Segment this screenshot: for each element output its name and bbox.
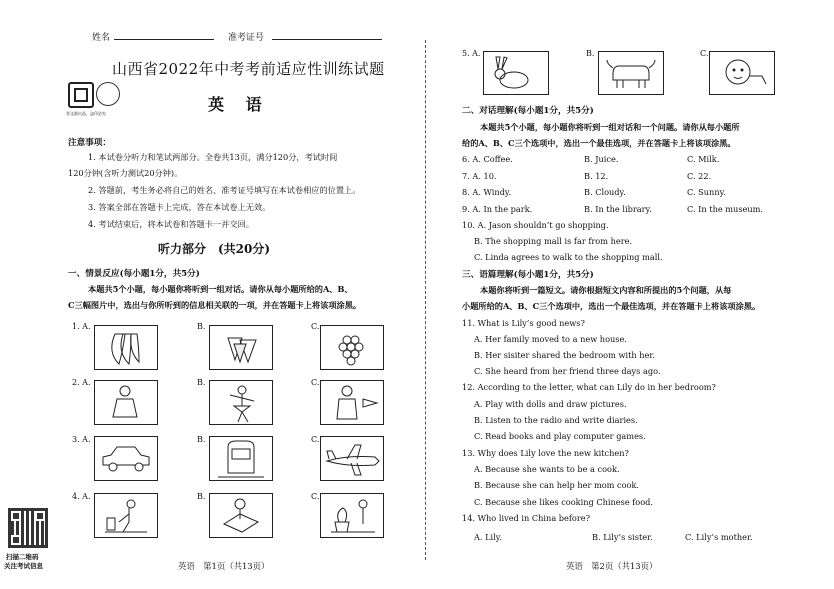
section3-intro: 本题你将听到一篇短文。请你根据短文内容和所提出的5个问题，从每 — [480, 285, 732, 295]
q1-label: 1. A. — [72, 322, 91, 331]
airplane-picture — [320, 436, 384, 481]
option-b-label: B. — [197, 378, 206, 387]
qr-caption: 扫描二维码 — [6, 553, 39, 561]
option-c-label: C. — [311, 492, 320, 501]
section2-intro: 本题共5个小题，每小题你将听到一组对话和一个问题。请你从每小题所 — [480, 122, 740, 132]
option-b-label: B. — [197, 322, 206, 331]
logo-caption: 晋文源出品，盗印必究 — [66, 111, 106, 116]
rabbit-picture — [483, 51, 549, 95]
qr-caption: 关注考试信息 — [4, 562, 43, 570]
q10-option-b: B. The shopping mall is far from here. — [474, 236, 633, 246]
car-picture — [94, 436, 158, 481]
q14-option-a: A. Lily. — [474, 532, 502, 542]
cow-picture — [598, 51, 664, 95]
grapes-picture — [320, 325, 384, 370]
q10-option-a: 10. A. Jason shouldn’t go shopping. — [462, 220, 609, 230]
seal-icon — [96, 82, 120, 106]
notes-title: 注意事项： — [68, 138, 111, 148]
q10-option-c: C. Linda agrees to walk to the shopping mall. — [474, 252, 663, 262]
section3-intro: 小题所给的A、B、C三个选项中，选出一个最佳选项，并在答题卡上将该项涂黑。 — [462, 301, 761, 311]
dancer-picture — [209, 380, 273, 425]
q6-option-b: B. Juice. — [584, 154, 619, 164]
note-item: 3. 答案全部在答题卡上完成，答在本试卷上无效。 — [88, 202, 271, 212]
name-label: 姓名 — [92, 33, 111, 43]
nurse-picture — [94, 380, 158, 425]
note-item: 4. 考试结束后，将本试卷和答题卡一并交回。 — [88, 219, 254, 229]
q14-option-b: B. Lily’s sister. — [592, 532, 653, 542]
q14-option-c: C. Lily’s mother. — [685, 532, 753, 542]
option-c-label: C. — [311, 435, 320, 444]
note-item: 1. 本试卷分听力和笔试两部分。全卷共13页，满分120分，考试时间 — [88, 152, 338, 162]
q6-option-a: 6. A. Coffee. — [462, 154, 513, 164]
qr-code-icon — [8, 508, 48, 548]
section1-title: 一、情景反应(每小题1分，共5分) — [68, 269, 200, 279]
publisher-logo-icon — [68, 82, 94, 108]
q13-question: 13. Why does Lily love the new kitchen? — [462, 448, 629, 458]
q8-option-b: B. Cloudy. — [584, 187, 626, 197]
exam-no-label: 准考证号 — [228, 33, 265, 43]
q8-option-c: C. Sunny. — [687, 187, 726, 197]
pilot-picture — [320, 380, 384, 425]
q12-option-b: B. Listen to the radio and write diaries. — [474, 415, 638, 425]
exam-no-line — [272, 30, 382, 40]
listening-title: 听力部分 (共20分) — [158, 242, 271, 256]
subject-title: 英 语 — [208, 95, 270, 114]
q4-label: 4. A. — [72, 492, 91, 501]
cleaning-picture — [94, 493, 158, 538]
note-item: 120分钟(含听力测试20分钟)。 — [68, 168, 183, 178]
option-c-label: C. — [311, 378, 320, 387]
right-page — [430, 0, 834, 589]
section2-title: 二、对话理解(每小题1分，共5分) — [462, 106, 594, 116]
q12-option-a: A. Play with dolls and draw pictures. — [474, 399, 627, 409]
q13-option-c: C. Because she likes cooking Chinese food. — [474, 497, 653, 507]
q9-option-a: 9. A. In the park. — [462, 204, 533, 214]
q6-option-c: C. Milk. — [687, 154, 720, 164]
q3-label: 3. A. — [72, 435, 91, 444]
q12-question: 12. According to the letter, what can Lily do in her bedroom? — [462, 382, 716, 392]
section2-intro: 给的A、B、C三个选项中，选出一个最佳选项，并在答题卡上将该项涂黑。 — [462, 138, 736, 148]
q9-option-c: C. In the museum. — [687, 204, 764, 214]
q11-option-c: C. She heard from her friend three days ago. — [474, 366, 661, 376]
q11-option-a: A. Her family moved to a new house. — [474, 334, 627, 344]
q11-option-b: B. Her sisiter shared the bedroom with her. — [474, 350, 655, 360]
q7-option-c: C. 22. — [687, 171, 712, 181]
q7-option-b: B. 12. — [584, 171, 609, 181]
page-divider — [425, 40, 426, 560]
option-c-label: C. — [700, 49, 709, 58]
page-number-right: 英语 第2页（共13页） — [566, 561, 658, 571]
name-line — [114, 30, 214, 40]
page-title: 山西省2022年中考考前适应性训练试题 — [112, 60, 385, 78]
section1-intro: 本题共5个小题，每小题你将听到一组对话。请你从每小题所给的A、B、 — [88, 284, 353, 294]
option-b-label: B. — [586, 49, 595, 58]
q13-option-b: B. Because she can help her mom cook. — [474, 480, 640, 490]
q14-question: 14. Who lived in China before? — [462, 513, 590, 523]
page-number-left: 英语 第1页（共13页） — [178, 561, 270, 571]
q13-option-a: A. Because she wants to be a cook. — [474, 464, 620, 474]
q2-label: 2. A. — [72, 378, 91, 387]
q11-question: 11. What is Lily’s good news? — [462, 318, 585, 328]
banana-picture — [94, 325, 158, 370]
option-b-label: B. — [197, 492, 206, 501]
q5-label: 5. A. — [462, 49, 481, 58]
note-item: 2. 答题前，考生务必将自己的姓名、准考证号填写在本试卷相应的位置上。 — [88, 185, 361, 195]
train-picture — [209, 436, 273, 481]
q12-option-c: C. Read books and play computer games. — [474, 431, 646, 441]
section3-title: 三、语篇理解(每小题1分，共5分) — [462, 270, 594, 280]
option-b-label: B. — [197, 435, 206, 444]
option-c-label: C. — [311, 322, 320, 331]
drawing-picture — [209, 493, 273, 538]
section1-intro: C三幅图片中，选出与你所听到的信息相关联的一项，并在答题卡上将该项涂黑。 — [68, 300, 362, 310]
gardening-picture — [320, 493, 384, 538]
q9-option-b: B. In the library. — [584, 204, 652, 214]
q7-option-a: 7. A. 10. — [462, 171, 497, 181]
tiger-picture — [709, 51, 775, 95]
strawberry-picture — [209, 325, 273, 370]
q8-option-a: 8. A. Windy. — [462, 187, 512, 197]
